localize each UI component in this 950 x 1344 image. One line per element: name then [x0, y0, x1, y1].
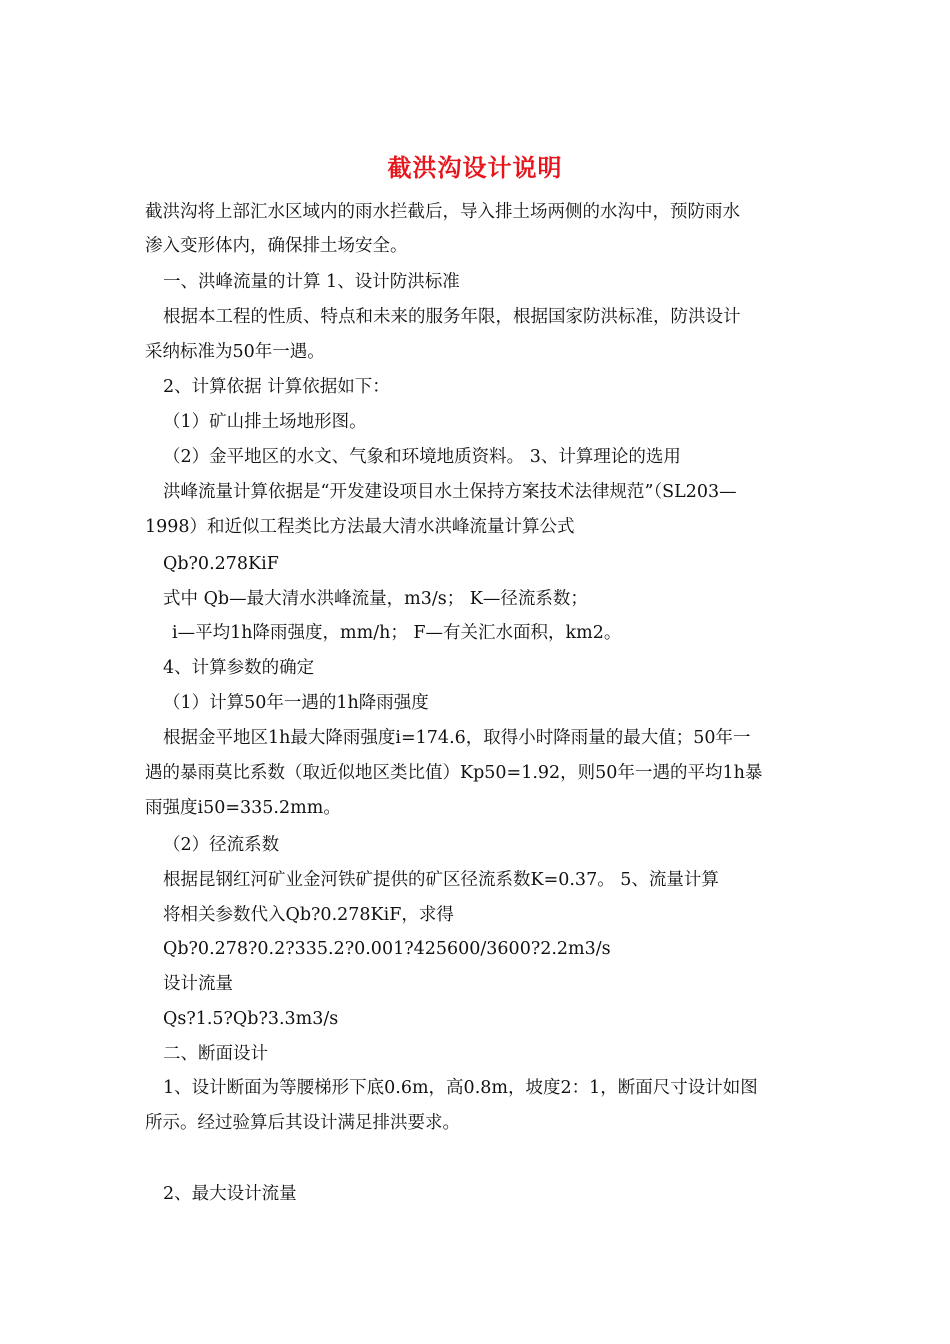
section-heading: 二、断面设计	[163, 1044, 268, 1064]
list-item: （1）矿山排土场地形图。	[163, 412, 367, 432]
section-heading: 2、计算依据 计算依据如下：	[163, 377, 390, 397]
formula-line: Qs?1.5?Qb?3.3m3/s	[163, 1009, 339, 1029]
section-heading: 4、计算参数的确定	[163, 658, 315, 678]
list-item: （2）径流系数	[163, 835, 280, 855]
section-heading: 一、洪峰流量的计算 1、设计防洪标准	[163, 272, 460, 292]
body-line: 1、设计断面为等腰梯形下底0.6m，高0.8m，坡度2：1，断面尺寸设计如图	[163, 1078, 758, 1098]
list-item: （1）计算50年一遇的1h降雨强度	[163, 693, 429, 713]
body-line: 1998）和近似工程类比方法最大清水洪峰流量计算公式	[145, 517, 575, 537]
body-line: 根据金平地区1h最大降雨强度i=174.6，取得小时降雨量的最大值；50年一	[163, 728, 751, 748]
body-line: 采纳标准为50年一遇。	[145, 342, 325, 362]
body-line: 设计流量	[163, 974, 233, 994]
formula-line: Qb?0.278KiF	[163, 554, 279, 574]
body-line: 雨强度i50=335.2mm。	[145, 798, 341, 818]
body-line: 渗入变形体内，确保排土场安全。	[145, 236, 408, 256]
document-title: 截洪沟设计说明	[387, 153, 563, 182]
body-line: 根据昆钢红河矿业金河铁矿提供的矿区径流系数K=0.37。 5、流量计算	[163, 870, 719, 890]
body-line: 根据本工程的性质、特点和未来的服务年限，根据国家防洪标准，防洪设计	[163, 307, 741, 327]
body-line: 洪峰流量计算依据是“开发建设项目水土保持方案技术法律规范”（SL203—	[163, 482, 737, 502]
formula-line: Qb?0.278?0.2?335.2?0.001?425600/3600?2.2m3/s	[163, 939, 611, 959]
body-line: i—平均1h降雨强度，mm/h； F—有关汇水面积，km2。	[172, 623, 622, 643]
body-line: 式中 Qb—最大清水洪峰流量，m3/s； K—径流系数；	[163, 589, 588, 609]
body-line: 截洪沟将上部汇水区域内的雨水拦截后，导入排土场两侧的水沟中，预防雨水	[145, 202, 740, 222]
body-line: 遇的暴雨莫比系数（取近似地区类比值）Kp50=1.92，则50年一遇的平均1h暴	[145, 763, 763, 783]
body-line: 将相关参数代入Qb?0.278KiF，求得	[163, 905, 454, 925]
section-heading: 2、最大设计流量	[163, 1184, 297, 1204]
body-line: 所示。经过验算后其设计满足排洪要求。	[145, 1113, 460, 1133]
list-item: （2）金平地区的水文、气象和环境地质资料。 3、计算理论的选用	[163, 447, 681, 467]
